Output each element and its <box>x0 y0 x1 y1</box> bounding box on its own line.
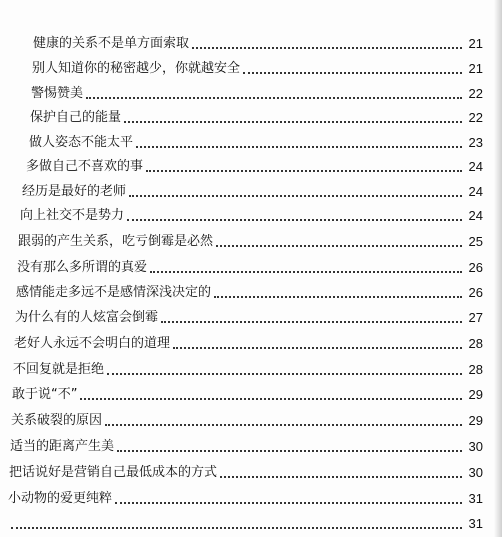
toc-entry <box>8 489 483 509</box>
toc-entry <box>32 59 483 79</box>
leader-dots <box>214 296 462 298</box>
leader-dots <box>161 321 462 323</box>
toc-entry-title: 老好人永远不会明白的道理 <box>14 336 171 351</box>
toc-entry-page: 22 <box>468 110 483 125</box>
toc-entry-title: 别人知道你的秘密越少，你就越安全 <box>32 61 241 76</box>
toc-entry <box>17 258 483 278</box>
toc-entry-page: 26 <box>468 285 483 300</box>
leader-dots <box>107 373 462 375</box>
toc-entry-title: 保护自己的能量 <box>30 110 122 125</box>
leader-dots <box>220 476 462 478</box>
toc-entry-page: 21 <box>468 36 483 51</box>
leader-dots <box>105 424 462 426</box>
toc-entry-page: 25 <box>468 234 483 249</box>
toc-entry <box>9 463 483 483</box>
toc-entry-page: 28 <box>468 336 483 351</box>
toc-entry-page: 24 <box>468 208 483 223</box>
toc-entry-title: 健康的关系不是单方面索取 <box>33 36 190 51</box>
toc-entry-page: 30 <box>468 465 483 480</box>
toc-entry-title: 为什么有的人炫富会倒霉 <box>15 310 159 325</box>
toc-entry <box>18 232 483 252</box>
leader-dots <box>115 502 462 504</box>
toc-entry-page: 26 <box>468 260 483 275</box>
leader-dots <box>216 245 462 247</box>
toc-entry-page: 27 <box>468 310 483 325</box>
toc-entry-page: 30 <box>468 439 483 454</box>
leader-dots <box>117 450 462 452</box>
toc-entry <box>29 133 483 153</box>
toc-entry-title: 感情能走多远不是感情深浅决定的 <box>16 285 212 300</box>
leader-dots <box>243 72 462 74</box>
toc-entry-title: 警惕赞美 <box>31 86 84 101</box>
toc-entry <box>20 206 483 226</box>
toc-entry-page: 23 <box>468 135 483 150</box>
toc-entry <box>14 334 483 354</box>
toc-entry <box>22 182 483 202</box>
toc-entry-title: 做人姿态不能太平 <box>29 135 134 150</box>
toc-entry <box>33 34 483 54</box>
toc-entry-page: 24 <box>468 159 483 174</box>
toc-entry <box>10 437 483 457</box>
toc-entry <box>11 411 483 431</box>
toc-entry-page: 29 <box>468 413 483 428</box>
leader-dots <box>146 170 462 172</box>
toc-entry-title: 小动物的爱更纯粹 <box>8 491 113 506</box>
toc-entry <box>31 84 483 104</box>
toc-entry-title: 不回复就是拒绝 <box>13 362 105 377</box>
leader-dots <box>129 195 462 197</box>
toc-entry <box>8 514 483 534</box>
toc-entry-page: 24 <box>468 184 483 199</box>
toc-entry-title: 关系破裂的原因 <box>11 413 103 428</box>
leader-dots <box>86 97 462 99</box>
leader-dots <box>124 121 462 123</box>
toc-entry-title: 敢于说“不” <box>12 387 78 402</box>
toc-entry-page: 31 <box>468 491 483 506</box>
toc-entry <box>26 157 483 177</box>
toc-entry-title: 经历是最好的老师 <box>22 184 127 199</box>
leader-dots <box>127 219 462 221</box>
leader-dots <box>192 47 462 49</box>
toc-entry-title: 把话说好是营销自己最低成本的方式 <box>9 465 218 480</box>
toc-entry-title: 没有那么多所谓的真爱 <box>17 260 148 275</box>
toc-entry-title: 跟弱的产生关系，吃亏倒霉是必然 <box>18 234 214 249</box>
page-edge-shadow <box>494 0 502 537</box>
toc-entry-page: 21 <box>468 61 483 76</box>
toc-entry <box>13 360 483 380</box>
leader-dots <box>173 347 462 349</box>
toc-entry <box>15 308 483 328</box>
leader-dots <box>11 527 462 529</box>
toc-entry-title: 多做自己不喜欢的事 <box>26 159 144 174</box>
toc-entry-page: 31 <box>468 516 483 531</box>
toc-entry <box>30 108 483 128</box>
toc-entry <box>16 283 483 303</box>
toc-entry-page: 22 <box>468 86 483 101</box>
toc-entry-title: 适当的距离产生美 <box>10 439 115 454</box>
leader-dots <box>150 271 462 273</box>
leader-dots <box>80 398 462 400</box>
leader-dots <box>136 146 462 148</box>
toc-entry-title: 向上社交不是势力 <box>20 208 125 223</box>
toc-entry-page: 29 <box>468 387 483 402</box>
toc-entry <box>12 385 483 405</box>
toc-entry-page: 28 <box>468 362 483 377</box>
